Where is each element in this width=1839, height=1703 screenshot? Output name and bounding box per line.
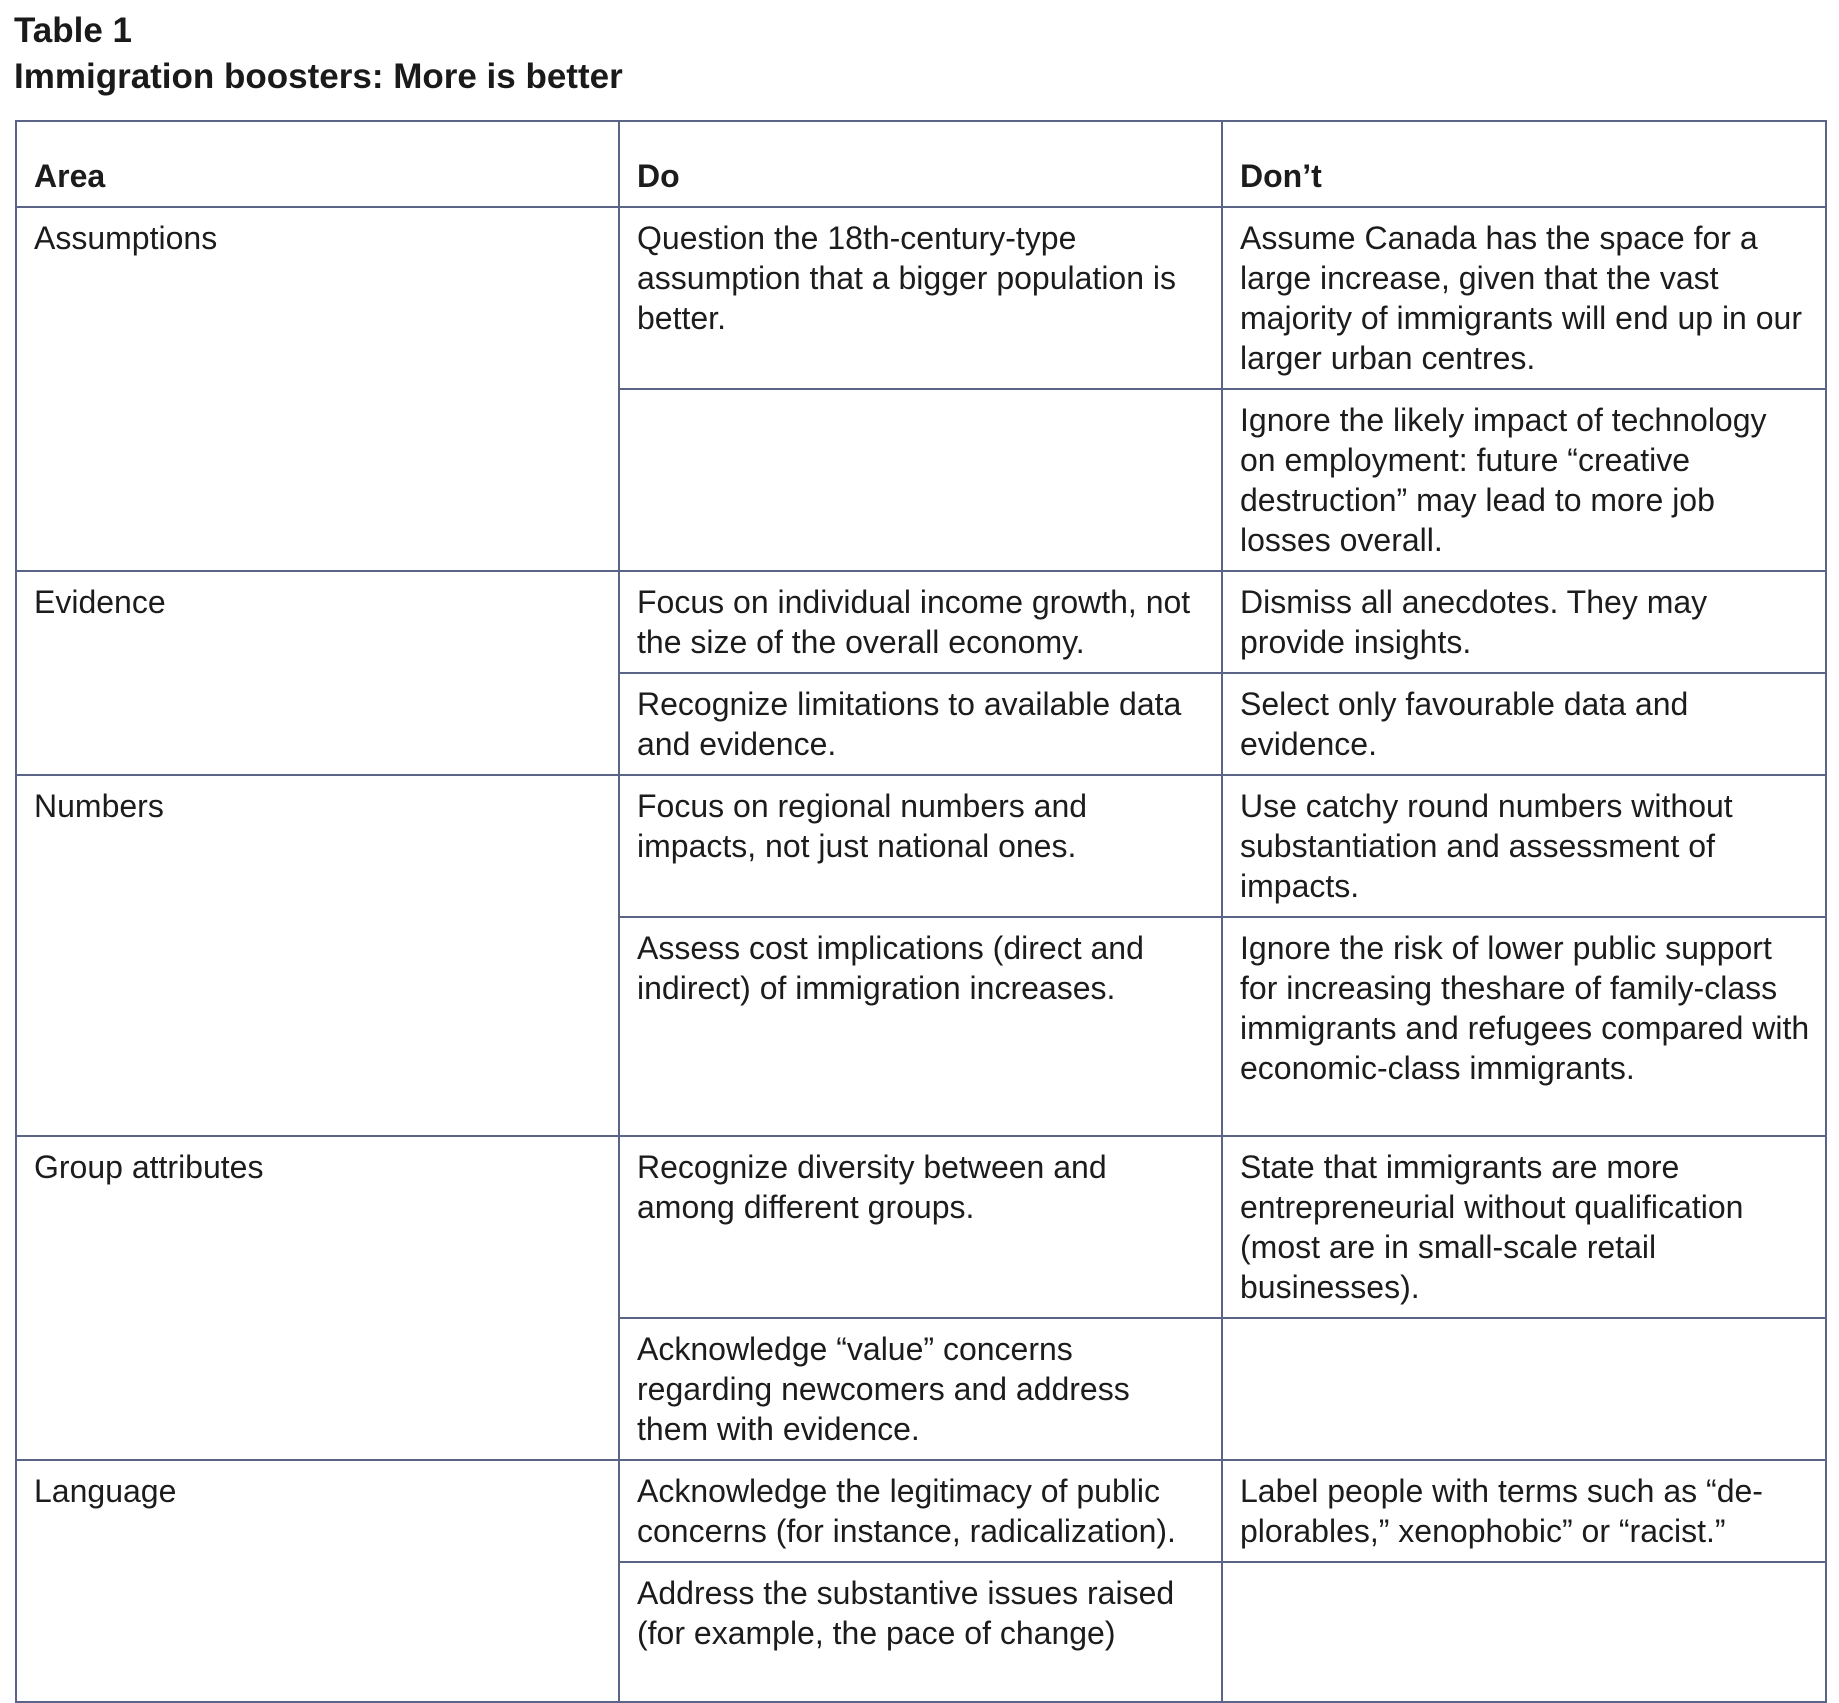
dont-cell: Ignore the risk of lower public support for increasing theshare of family-class immigrants and refugees compared with economic-class immigrants.	[1222, 917, 1826, 1136]
table-row	[16, 207, 1826, 389]
table-row	[16, 1136, 1826, 1318]
area-cell: Numbers	[16, 775, 619, 1136]
do-cell: Acknowledge the legitimacy of public concerns (for instance, radicalization).	[619, 1460, 1222, 1562]
do-dont-table	[15, 120, 1827, 1703]
table-number: Table 1	[14, 11, 133, 50]
do-cell: Assess cost implications (direct and indirect) of immigration increases.	[619, 917, 1222, 1136]
dont-cell: Ignore the likely impact of technology on employment: future “creative destruction” may lead to more job losses overall.	[1222, 389, 1826, 571]
area-cell: Language	[16, 1460, 619, 1702]
do-cell: Focus on individual income growth, not the size of the overall economy.	[619, 571, 1222, 673]
area-cell: Evidence	[16, 571, 619, 775]
dont-cell: Dismiss all anecdotes. They may provide insights.	[1222, 571, 1826, 673]
header-do: Do	[619, 121, 1222, 207]
do-cell: Acknowledge “value” concerns regarding newcomers and address them with evidence.	[619, 1318, 1222, 1460]
dont-cell: Use catchy round numbers without substantiation and assessment of impacts.	[1222, 775, 1826, 917]
do-cell: Recognize diversity between and among different groups.	[619, 1136, 1222, 1318]
table-header-row	[16, 121, 1826, 207]
do-cell: Address the substantive issues raised (for example, the pace of change)	[619, 1562, 1222, 1702]
do-cell	[619, 389, 1222, 571]
table-title: Immigration boosters: More is better	[14, 57, 623, 96]
dont-cell: Label people with terms such as “de-plorables,” xenophobic” or “racist.”	[1222, 1460, 1826, 1562]
dont-cell: Select only favourable data and evidence.	[1222, 673, 1826, 775]
area-cell: Group attributes	[16, 1136, 619, 1460]
dont-cell: Assume Canada has the space for a large increase, given that the vast majority of immigrants will end up in our larger urban centres.	[1222, 207, 1826, 389]
table-caption	[14, 8, 623, 100]
table-row	[16, 1460, 1826, 1562]
dont-cell: State that immigrants are more entrepreneurial without qualification (most are in small-scale retail businesses).	[1222, 1136, 1826, 1318]
table-row	[16, 775, 1826, 917]
table-row	[16, 571, 1826, 673]
do-cell: Recognize limitations to available data and evidence.	[619, 673, 1222, 775]
do-cell: Focus on regional numbers and impacts, not just national ones.	[619, 775, 1222, 917]
header-area: Area	[16, 121, 619, 207]
area-cell: Assumptions	[16, 207, 619, 571]
dont-cell	[1222, 1318, 1826, 1460]
header-dont: Don’t	[1222, 121, 1826, 207]
dont-cell	[1222, 1562, 1826, 1702]
do-cell: Question the 18th-century-type assumption that a bigger population is better.	[619, 207, 1222, 389]
